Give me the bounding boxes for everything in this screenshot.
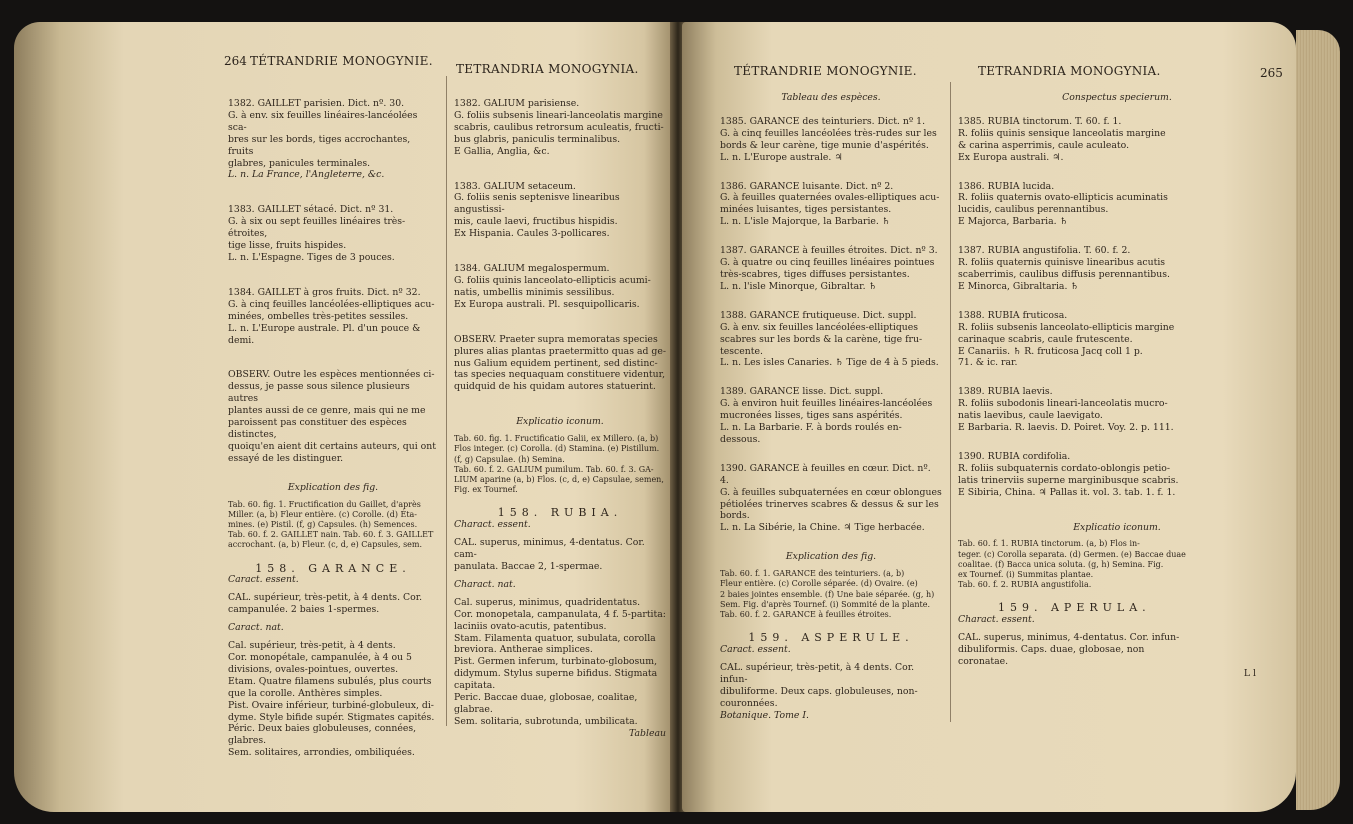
species-entry: 1389. RUBIA laevis. R. foliis subodonis lineari-lanceolatis mucro- natis laevibus, caule laevigato. E Barbaria. R. laevis. D. Poiret. Voy. 2. p. 111. — [958, 386, 1174, 434]
french-column — [228, 98, 438, 759]
species-entry: 1388. RUBIA fruticosa. R. foliis subsenis lanceolato-ellipticis margine carinaque scabris, caule frutescente. E Canariis. ♄ R. fruticosa Jacq coll 1 p. 71. & ic. rar. — [958, 309, 1175, 369]
section-label: Charact. essent. — [958, 614, 1035, 626]
french-column — [720, 92, 942, 722]
genus-heading: 158. GARANCE. — [255, 561, 411, 575]
catchword: Tableau — [629, 727, 666, 739]
observation: OBSERV. Outre les espèces mentionnées ci- dessus, je passe sous silence plusieurs autres plantes aussi de ce genre, mais qui ne me paroissent pas constituer des espèces distinctes, quoiqu'en aient dit certains auteurs, qui ont essayé de les distinguer. — [228, 369, 436, 464]
species-entry: 1385. GARANCE des teinturiers. Dict. nº 1. G. à cinq feuilles lancéolées très-rudes sur les bords & leur carène, tige munie d'aspérités. L. n. L'Europe australe. ♃ — [720, 115, 937, 163]
section-label: Caract. essent. — [228, 574, 299, 586]
page-edges — [1296, 30, 1340, 810]
species-entry: 1386. GARANCE luisante. Dict. nº 2. G. à feuilles quaternées ovales-elliptiques acu- minées luisantes, tiges persistantes. L. n. L'isle Majorque, la Barbarie. ♄ — [720, 180, 940, 228]
species-entry: 1383. GALIUM setaceum. G. foliis senis septenisve linearibus angustissi- mis, caule laevi, fructibus hispidis. Ex Hispania. Caules 3-pollicares. — [454, 180, 620, 240]
header-latin: TETRANDRIA MONOGYNIA. — [978, 64, 1161, 78]
species-entry: 1387. RUBIA angustifolia. T. 60. f. 2. R. foliis quaternis quinisve linearibus acutis scaberrimis, caulibus diffusis perennantibus. E Minorca, Gibraltaria. ♄ — [958, 245, 1170, 292]
header-french: TÉTRANDRIE MONOGYNIE. — [734, 64, 917, 78]
species-entry: 1390. GARANCE à feuilles en cœur. Dict. nº. 4. G. à feuilles subquaternées en cœur oblongues pétiolées trinerves scabres & dessus & sur les bords. L. n. La Sibérie, la Chine. ♃ Tige herbacée. — [720, 462, 942, 534]
genus-heading: 159. ASPERULE. — [748, 631, 914, 645]
section-title: Explicatio iconum. — [1073, 521, 1161, 533]
latin-column — [958, 92, 1276, 680]
left-page — [14, 22, 674, 812]
latin-column — [454, 98, 666, 740]
volume-footer: Botanique. Tome I. — [720, 709, 809, 721]
column-rule — [950, 82, 951, 722]
essential-characters: CAL. supérieur, très-petit, à 4 dents. Cor. infun- dibuliforme. Deux caps. globuleuses, non- couronnées. — [720, 662, 918, 709]
species-entry: 1389. GARANCE lisse. Dict. suppl. G. à environ huit feuilles linéaires-lancéolées mucronées lisses, tiges sans aspérités. L. n. La Barbarie. F. à bords roulés en-dessous. — [720, 386, 933, 445]
figure-explanation: Tab. 60. f. 1. GARANCE des teinturiers. (a, b) Fleur entière. (c) Corolle séparée. (d) Ovaire. (e) 2 baies jointes ensemble. (f) Une baie séparée. (g, h) Sem. Fig. d'après Tournef. (i) Sommité de la plante. Tab. 60. f. 2. GARANCE à feuilles étroites. — [720, 569, 935, 619]
section-label: Charact. nat. — [454, 578, 516, 590]
species-entry: 1382. GAILLET parisien. Dict. nº. 30. G. à env. six feuilles linéaires-lancéolées sca- bres sur les bords, tiges accrochantes, fruits glabres, panicules terminales. L. n. La France, l'Angleterre, &c. — [228, 98, 418, 181]
species-entry: 1385. RUBIA tinctorum. T. 60. f. 1. R. foliis quinis sensique lanceolatis margine & carina asperrimis, caule aculeato. Ex Europa australi. ♃. — [958, 115, 1166, 163]
essential-characters: CAL. supérieur, très-petit, à 4 dents. Cor. campanulée. 2 baies 1-spermes. — [228, 592, 423, 616]
section-label: Charact. essent. — [454, 519, 531, 531]
figure-explanation: Tab. 60. fig. 1. Fructificatio Galii, ex Millero. (a, b) Flos integer. (c) Corolla. (d) Stamina. (e) Pistillum. (f, g) Capsulae. (h) Semina. Tab. 60. f. 2. GALIUM pumilum. Tab. 60. f. 3. GA- LIUM aparine (a, b) Flos. (c, d, e) Capsulae, semen, Fig. ex Tournef. — [454, 434, 664, 495]
essential-characters: CAL. superus, minimus, 4-dentatus. Cor. infun- dibuliformis. Caps. duae, globosae, non coronatae. — [958, 632, 1180, 668]
section-title: Explication des fig. — [287, 481, 379, 493]
section-title: Explication des fig. — [785, 551, 877, 563]
column-rule — [446, 76, 447, 726]
section-label: Caract. essent. — [720, 644, 791, 656]
header-french: TÉTRANDRIE MONOGYNIE. — [250, 54, 433, 68]
species-entry: 1388. GARANCE frutiqueuse. Dict. suppl. G. à env. six feuilles lancéolées-elliptiques scabres sur les bords & la carène, tige fru- tescente. L. n. Les isles Canaries. ♄ Tige de 4 à 5 pieds. — [720, 309, 939, 369]
section-title: Tableau des espèces. — [781, 92, 881, 103]
essential-characters: CAL. superus, minimus, 4-dentatus. Cor. cam- panulata. Baccae 2, 1-spermae. — [454, 537, 645, 572]
section-title: Conspectus specierum. — [1062, 92, 1172, 103]
species-entry: 1383. GAILLET sétacé. Dict. nº 31. G. à six ou sept feuilles linéaires très-étroites, tige lisse, fruits hispides. L. n. L'Espagne. Tiges de 3 pouces. — [228, 204, 406, 263]
natural-characters: Cal. superus, minimus, quadridentatus. Cor. monopetala, campanulata, 4 f. 5-partita: laciniis ovato-acutis, patentibus. Stam. Filamenta quatuor, subulata, corolla breviora. Antherae simplices. Pist. Germen inferum, turbinato-globosum, didymum. Stylus superne bifidus. Stigmata capitata. Peric. Baccae duae, globosae, coalitae, glabrae. Sem. solitaria, subrotunda, umbilicata. — [454, 596, 666, 727]
figure-explanation: Tab. 60. fig. 1. Fructification du Gaillet, d'après Miller. (a, b) Fleur entière. (c) Corolle. (d) Éta- mines. (e) Pistil. (f, g) Capsules. (h) Semences. Tab. 60. f. 2. GAILLET nain. Tab. 60. f. 3. GAILLET accrochant. (a, b) Fleur. (c, d, e) Capsules, sem. — [228, 499, 434, 550]
species-entry: 1384. GALIUM megalospermum. G. foliis quinis lanceolato-ellipticis acumi- natis, umbellis minimis sessilibus. Ex Europa australi. Pl. sesquipollicaris. — [454, 263, 651, 310]
section-title: Explicatio iconum. — [516, 416, 604, 428]
page-number: 265 — [1260, 66, 1283, 80]
figure-explanation: Tab. 60. f. 1. RUBIA tinctorum. (a, b) Flos in- teger. (c) Corolla separata. (d) Germen. (e) Baccae duae coalitae. (f) Bacca unica soluta. (g, h) Semina. Fig. ex Tournef. (i) Summitas plantae. Tab. 60. f. 2. RUBIA angustifolia. — [958, 539, 1186, 590]
species-entry: 1384. GAILLET à gros fruits. Dict. nº 32. G. à cinq feuilles lancéolées-elliptiques acu- minées, ombelles très-petites sessiles. L. n. L'Europe australe. Pl. d'un pouce & demi. — [228, 286, 435, 346]
signature-mark: L l — [1243, 668, 1256, 680]
genus-heading: 158. RUBIA. — [497, 506, 623, 520]
observation: OBSERV. Praeter supra memoratas species plures alias plantas praetermitto quas ad ge- nus Galium equidem pertinent, sed distinc- tas species nequaquam constituere videntur, quidquid de his quidam autores statuerint. — [454, 333, 666, 393]
natural-characters: Cal. supérieur, très-petit, à 4 dents. Cor. monopétale, campanulée, à 4 ou 5 divisions, ovales-pointues, ouvertes. Etam. Quatre filamens subulés, plus courts que la corolle. Anthères simples. Pist. Ovaire inférieur, turbiné-globuleux, di- dyme. Style bifide supér. Stigmates capités. Péric. Deux baies globuleuses, connées, glabres. Sem. solitaires, arrondies, ombiliquées. — [228, 640, 435, 759]
species-entry: 1390. RUBIA cordifolia. R. foliis subquaternis cordato-oblongis petio- latis trinerviis superne marginibusque scabris. E Sibiria, China. ♃ Pallas it. vol. 3. tab. 1. f. 1. — [958, 450, 1179, 498]
right-page — [682, 22, 1296, 812]
genus-heading: 159. APERULA. — [998, 601, 1151, 615]
species-entry: 1387. GARANCE à feuilles étroites. Dict. nº 3. G. à quatre ou cinq feuilles linéaires pointues très-scabres, tiges diffuses persistantes. L. n. l'isle Minorque, Gibraltar. ♄ — [720, 245, 938, 292]
species-entry: 1386. RUBIA lucida. R. foliis quaternis ovato-ellipticis acuminatis lucidis, caulibus perennantibus. E Majorca, Barbaria. ♄ — [958, 180, 1168, 228]
section-label: Caract. nat. — [228, 622, 284, 634]
page-number: 264 — [224, 54, 247, 68]
header-latin: TETRANDRIA MONOGYNIA. — [456, 62, 639, 76]
species-entry: 1382. GALIUM parisiense. G. foliis subsenis lineari-lanceolatis margine scabris, caulibus retrorsum aculeatis, fructi- bus glabris, paniculis terminalibus. E Gallia, Anglia, &c. — [454, 98, 664, 157]
